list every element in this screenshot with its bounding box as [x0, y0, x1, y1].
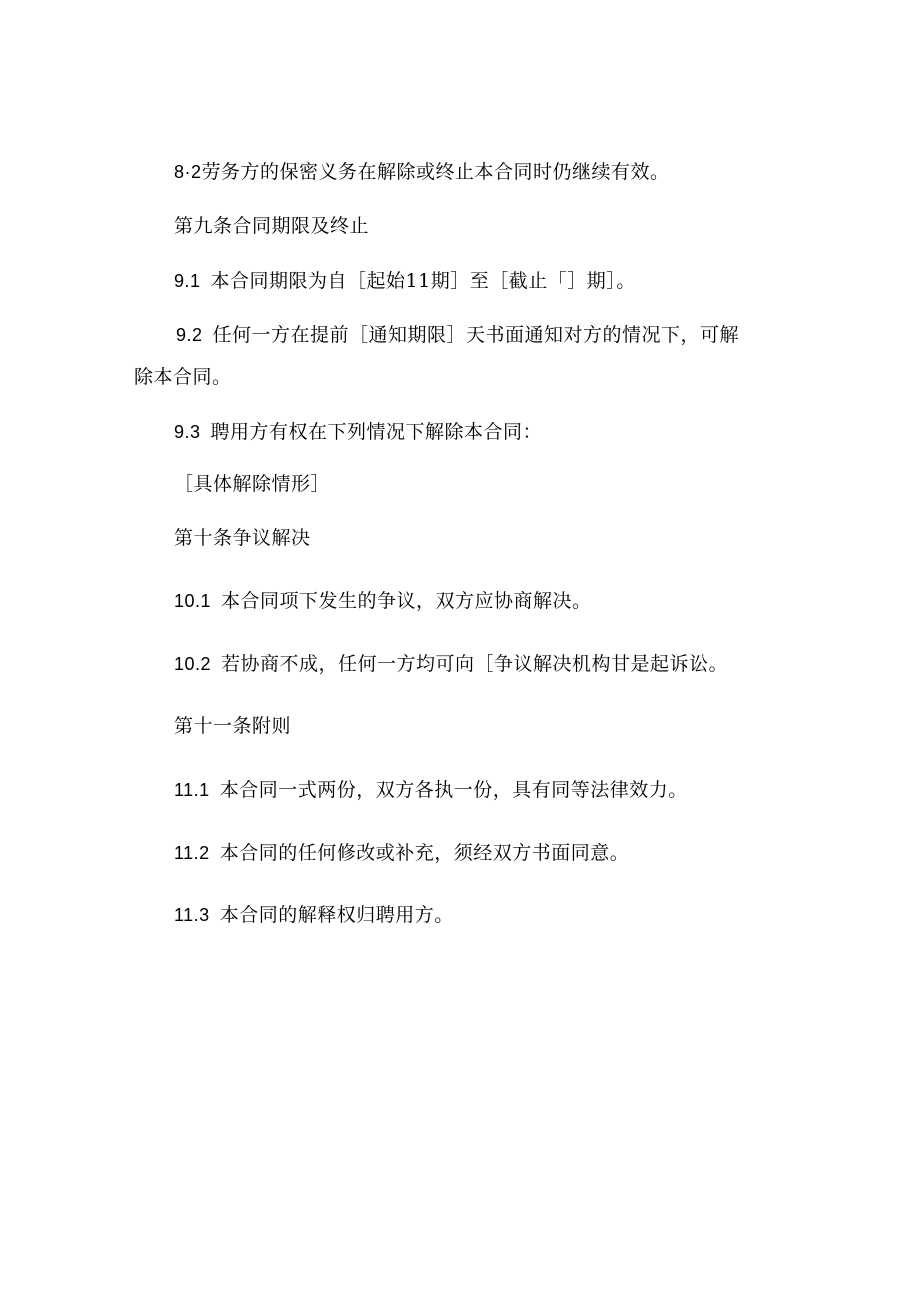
- clause-text: 本合同项下发生的争议，双方应协商解决。: [221, 590, 592, 612]
- clause-9-3-item: ［具体解除情形］: [174, 473, 331, 495]
- clause-number: 11.2: [174, 843, 210, 863]
- clause-8-2: [174, 159, 670, 185]
- clause-text: 劳务方的保密义务在解除或终止本合同时仍继续有效。: [201, 161, 670, 183]
- clause-11-3: [174, 902, 454, 928]
- article-11-title: 第十一条附则: [174, 715, 292, 737]
- clause-9-1: [174, 268, 636, 294]
- clause-text: 本合同的解释权归聘用方。: [219, 904, 454, 926]
- clause-9-3: [174, 419, 542, 445]
- clause-text: 聘用方有权在下列情况下解除本合同：: [210, 421, 543, 443]
- clause-9-2: [176, 322, 739, 348]
- clause-text: 本合同一式两份，双方各执一份，具有同等法律效力。: [219, 779, 688, 801]
- clause-11-2: [174, 840, 629, 866]
- article-10-title: 第十条争议解决: [174, 527, 311, 549]
- clause-text: 本合同的任何修改或补充，须经双方书面同意。: [219, 842, 630, 864]
- clause-text: 本合同期限为自［起始11期］至［截止「］期］。: [210, 270, 636, 292]
- clause-text: 若协商不成，任何一方均可向［争议解决机构甘是起诉讼。: [221, 653, 729, 675]
- clause-10-1: [174, 588, 592, 614]
- clause-9-2-continuation: 除本合同。: [134, 366, 232, 388]
- clause-text: 任何一方在提前［通知期限］天书面通知对方的情况下，可解: [212, 324, 740, 346]
- clause-number: 10.1: [174, 591, 212, 611]
- clause-number: 8·2: [174, 162, 202, 182]
- clause-number: 9.3: [174, 422, 201, 442]
- clause-number: 11.3: [174, 905, 210, 925]
- clause-number: 9.1: [174, 271, 201, 291]
- clause-10-2: [174, 651, 728, 677]
- clause-number: 10.2: [174, 654, 212, 674]
- clause-number: 9.2: [176, 325, 203, 345]
- clause-11-1: [174, 777, 688, 803]
- clause-number: 11.1: [174, 780, 210, 800]
- article-9-title: 第九条合同期限及终止: [174, 215, 370, 237]
